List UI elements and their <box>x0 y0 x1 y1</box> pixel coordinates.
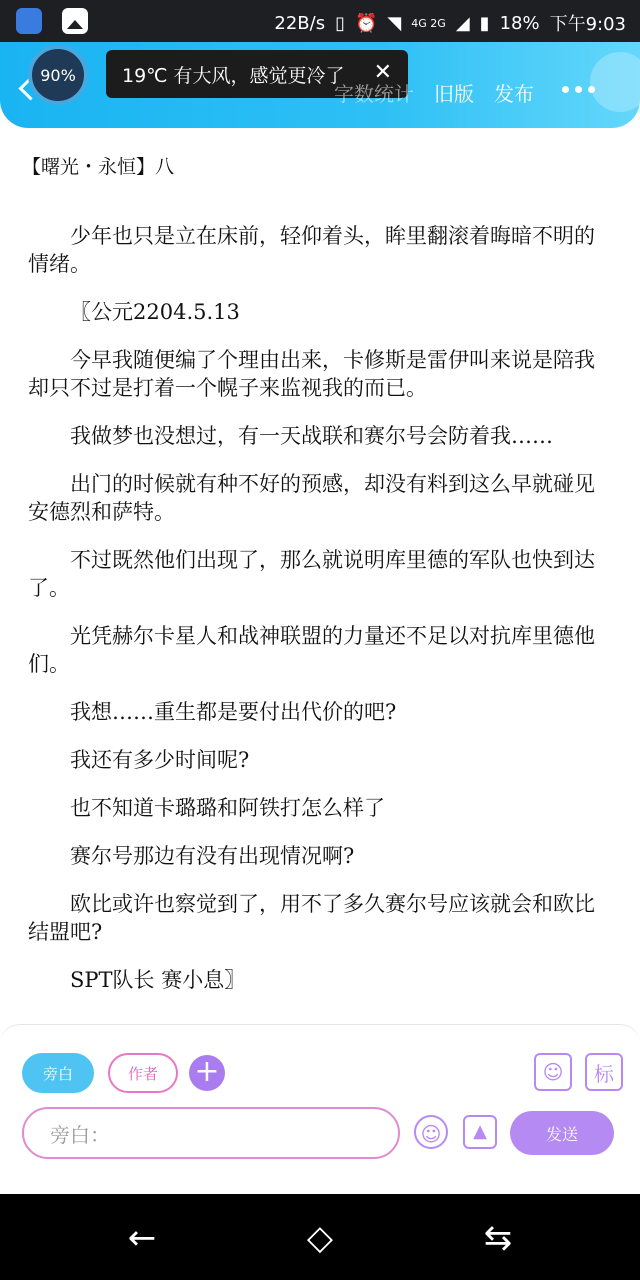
paragraph: 不过既然他们出现了，那么就说明库里德的军队也快到达了。 <box>28 548 595 600</box>
paragraph: 少年也只是立在床前，轻仰着头，眸里翻滚着晦暗不明的情绪。 <box>28 224 595 276</box>
network-speed: 22B/s <box>274 12 326 34</box>
status-bar <box>0 0 640 42</box>
wifi-icon: ◥ <box>387 12 402 34</box>
gallery-icon <box>62 8 88 34</box>
app-icon <box>16 8 42 34</box>
progress-indicator: 90% <box>28 45 88 105</box>
nav-back-icon[interactable]: ← <box>127 1218 157 1258</box>
send-button[interactable]: 发送 <box>510 1111 614 1155</box>
more-icon[interactable] <box>562 86 595 93</box>
clock: 下午9:03 <box>549 14 626 35</box>
profile-icon[interactable]: ☺ <box>534 1053 572 1091</box>
nav-recent-icon[interactable]: ⇆ <box>483 1218 513 1258</box>
emoji-icon[interactable]: ☺ <box>414 1115 448 1149</box>
author-chip[interactable]: 作者 <box>108 1053 178 1093</box>
publish-button[interactable]: 发布 <box>494 82 534 106</box>
alarm-icon: ⏰ <box>355 12 378 34</box>
paragraph: 出门的时候就有种不好的预感，却没有料到这么早就碰见安德烈和萨特。 <box>28 472 595 524</box>
add-role-button[interactable]: + <box>189 1055 225 1091</box>
paragraph: 今早我随便编了个理由出来，卡修斯是雷伊叫来说是陪我却只不过是打着一个幌子来监视我的而已。 <box>28 348 595 400</box>
network-type: 4G 2G <box>411 16 446 30</box>
compose-panel <box>0 1024 640 1195</box>
weather-text: 19℃ 有大风，感觉更冷了 <box>122 64 345 87</box>
paragraph: 也不知道卡璐璐和阿铁打怎么样了 <box>70 796 385 820</box>
tag-button[interactable]: 标 <box>585 1053 623 1091</box>
chapter-title: 【曙光・永恒】八 <box>22 156 175 178</box>
paragraph: 我想……重生都是要付出代价的吧? <box>70 700 397 724</box>
paragraph: 〖公元2204.5.13 <box>70 300 240 324</box>
nav-home-icon[interactable]: ◇ <box>306 1218 334 1258</box>
image-icon[interactable]: ▲ <box>463 1115 497 1149</box>
close-icon[interactable]: ✕ <box>373 60 392 85</box>
narration-chip[interactable]: 旁白 <box>22 1053 94 1093</box>
battery-percent: 18% <box>499 12 540 34</box>
old-version-button[interactable]: 旧版 <box>434 82 474 106</box>
status-right <box>274 10 626 36</box>
battery-icon: ▮ <box>479 12 490 34</box>
vibrate-icon: ▯ <box>335 12 345 34</box>
paragraph: 我还有多少时间呢? <box>70 748 250 772</box>
message-input[interactable]: 旁白： <box>22 1107 400 1159</box>
paragraph: 欧比或许也察觉到了，用不了多久赛尔号应该就会和欧比结盟吧? <box>28 892 595 944</box>
paragraph: 我做梦也没想过，有一天战联和赛尔号会防着我…… <box>70 424 553 448</box>
chapter-content[interactable] <box>28 222 612 1014</box>
decorative-bubble <box>590 52 640 112</box>
paragraph: SPT队长 赛小息〗 <box>70 968 246 992</box>
navigation-bar <box>0 1194 640 1280</box>
top-header <box>0 42 640 128</box>
paragraph: 赛尔号那边有没有出现情况啊? <box>70 844 355 868</box>
paragraph: 光凭赫尔卡星人和战神联盟的力量还不足以对抗库里德他们。 <box>28 624 595 676</box>
signal-icon: ◢ <box>455 12 470 34</box>
word-count-button[interactable]: 字数统计 <box>334 82 414 106</box>
